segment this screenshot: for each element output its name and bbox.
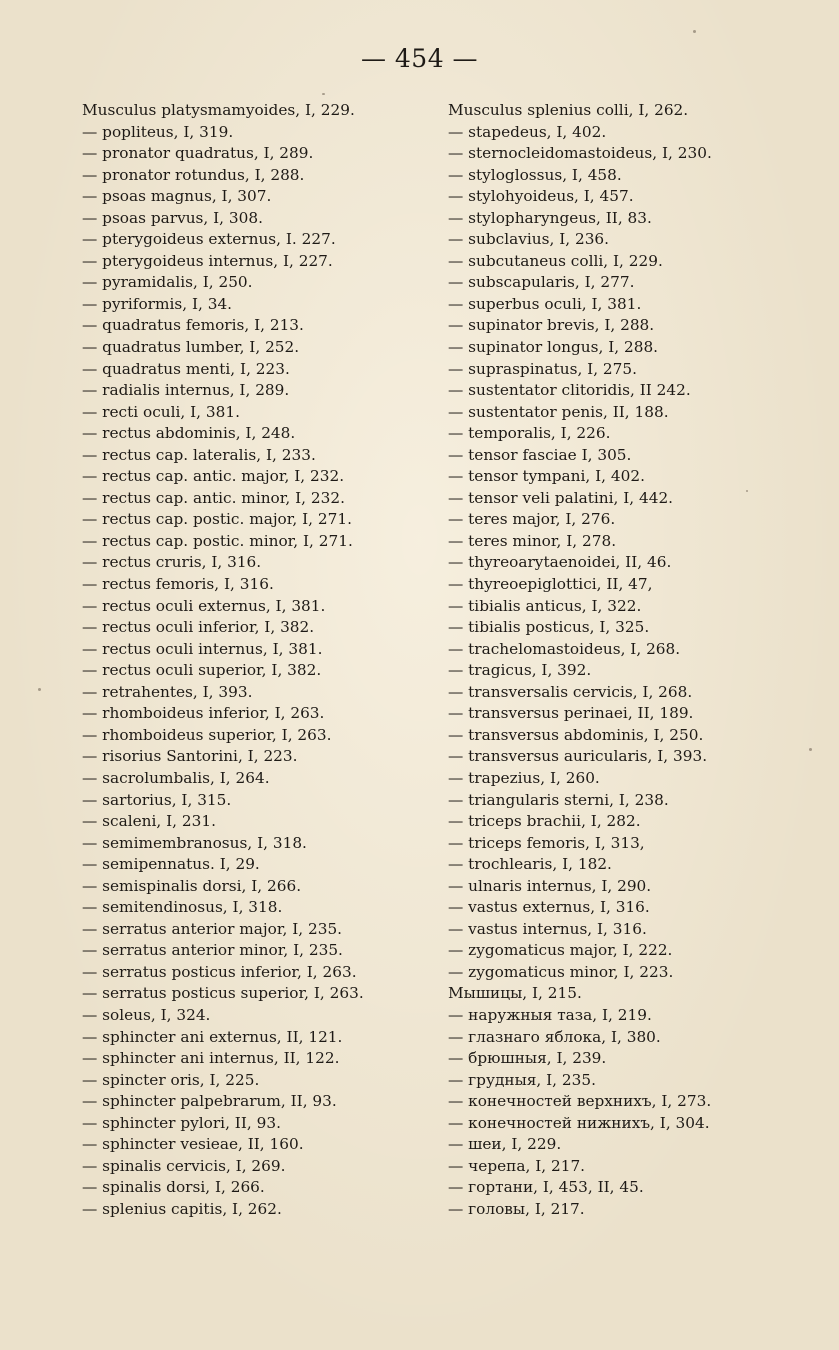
index-entry: — tensor veli palatini, I, 442. <box>448 488 674 507</box>
index-entry: — splenius capitis, I, 262. <box>82 1199 282 1218</box>
index-entry: — trapezius, I, 260. <box>448 768 600 787</box>
index-entry: — trachelomastoideus, I, 268. <box>448 639 681 658</box>
index-entry: — quadratus femoris, I, 213. <box>82 316 304 335</box>
index-entry: — rhomboideus inferior, I, 263. <box>82 704 325 723</box>
index-entry: — pterygoideus internus, I, 227. <box>82 251 333 270</box>
index-entry: — teres major, I, 276. <box>448 510 616 529</box>
index-entry: — transversus auricularis, I, 393. <box>448 747 708 766</box>
index-entry: — sphincter vesieae, II, 160. <box>82 1135 304 1154</box>
index-entry: — rectus femoris, I, 316. <box>82 575 274 594</box>
index-entry: — quadratus lumber, I, 252. <box>82 338 300 357</box>
index-entry: — serratus posticus superior, I, 263. <box>82 984 364 1003</box>
index-entry: — serratus posticus inferior, I, 263. <box>82 962 357 981</box>
index-entry: — thyreoepiglottici, II, 47, <box>448 575 653 594</box>
index-entry: — stapedeus, I, 402. <box>448 122 607 141</box>
paper-speck <box>693 30 696 33</box>
paper-speck <box>746 490 748 492</box>
index-entry: — triceps femoris, I, 313, <box>448 833 645 852</box>
index-entry: — tragicus, I, 392. <box>448 661 592 680</box>
paper-speck <box>38 688 41 691</box>
index-entry: — rectus cap. antic. minor, I, 232. <box>82 488 345 507</box>
index-entry: — наружныя таза, I, 219. <box>448 1005 652 1024</box>
index-entry: — гортани, I, 453, II, 45. <box>448 1178 644 1197</box>
index-entry: — шеи, I, 229. <box>448 1135 562 1154</box>
index-entry: — risorius Santorini, I, 223. <box>82 747 298 766</box>
index-entry: — popliteus, I, 319. <box>82 122 234 141</box>
index-entry: — rectus cap. postic. major, I, 271. <box>82 510 352 529</box>
index-entry: — supinator brevis, I, 288. <box>448 316 655 335</box>
page-number: — 454 — <box>360 44 479 73</box>
index-entry: — sternocleidomastoideus, I, 230. <box>448 144 712 163</box>
index-entry: — rectus cap. antic. major, I, 232. <box>82 467 345 486</box>
index-entry: — subscapularis, I, 277. <box>448 273 635 292</box>
index-entry: — semimembranosus, I, 318. <box>82 833 307 852</box>
index-entry: — quadratus menti, I, 223. <box>82 359 290 378</box>
index-entry: — spinalis cervicis, I, 269. <box>82 1156 286 1175</box>
index-entry: — sphincter palpebrarum, II, 93. <box>82 1092 337 1111</box>
index-entry: — vastus internus, I, 316. <box>448 919 647 938</box>
index-entry: — spincter oris, I, 225. <box>82 1070 260 1089</box>
index-entry: — sphincter ani externus, II, 121. <box>82 1027 343 1046</box>
index-entry: — rectus oculi inferior, I, 382. <box>82 618 315 637</box>
index-entry: Мышицы, I, 215. <box>448 984 582 1003</box>
index-entry: — stylopharyngeus, II, 83. <box>448 208 652 227</box>
index-entry: — tibialis posticus, I, 325. <box>448 618 650 637</box>
index-entry: — ulnaris internus, I, 290. <box>448 876 652 895</box>
index-entry: — tensor tympani, I, 402. <box>448 467 645 486</box>
index-entry: — sacrolumbalis, I, 264. <box>82 768 270 787</box>
index-entry: — sustentator penis, II, 188. <box>448 402 669 421</box>
index-entry: — rectus cruris, I, 316. <box>82 553 262 572</box>
index-entry: — retrahentes, I, 393. <box>82 682 253 701</box>
index-entry: — tensor fasciae I, 305. <box>448 445 632 464</box>
index-entry: — radialis internus, I, 289. <box>82 381 290 400</box>
index-entry: — pronator rotundus, I, 288. <box>82 165 305 184</box>
index-entry: — styloglossus, I, 458. <box>448 165 622 184</box>
index-entry: — semispinalis dorsi, I, 266. <box>82 876 302 895</box>
index-entry: — конечностей нижнихъ, I, 304. <box>448 1113 710 1132</box>
index-entry: — temporalis, I, 226. <box>448 424 611 443</box>
index-entry: — semitendinosus, I, 318. <box>82 898 283 917</box>
index-entry: — конечностей верхнихъ, I, 273. <box>448 1092 712 1111</box>
index-entry: — recti oculi, I, 381. <box>82 402 240 421</box>
index-entry: — stylohyoideus, I, 457. <box>448 187 634 206</box>
index-entry: — sartorius, I, 315. <box>82 790 232 809</box>
index-entry: — sustentator clitoridis, II 242. <box>448 381 691 400</box>
index-entry: — vastus externus, I, 316. <box>448 898 650 917</box>
paper-speck <box>809 748 812 751</box>
index-entry: — sphincter ani internus, II, 122. <box>82 1049 340 1068</box>
index-entry: — subclavius, I, 236. <box>448 230 610 249</box>
index-entry: — subcutaneus colli, I, 229. <box>448 251 663 270</box>
index-entry: — черепа, I, 217. <box>448 1156 586 1175</box>
index-entry: — serratus anterior minor, I, 235. <box>82 941 343 960</box>
index-entry: — supinator longus, I, 288. <box>448 338 659 357</box>
index-entry: — tibialis anticus, I, 322. <box>448 596 642 615</box>
index-entry: — scaleni, I, 231. <box>82 812 216 831</box>
index-entry: — zygomaticus major, I, 222. <box>448 941 673 960</box>
paper-speck <box>322 93 325 95</box>
index-entry: — rectus oculi superior, I, 382. <box>82 661 322 680</box>
index-entry: — superbus oculi, I, 381. <box>448 294 642 313</box>
index-entry: — pyramidalis, I, 250. <box>82 273 253 292</box>
index-entry: Musculus platysmamyoides, I, 229. <box>82 101 355 119</box>
index-entry: — thyreoarytaenoidei, II, 46. <box>448 553 672 572</box>
index-column-left <box>82 100 442 1220</box>
index-entry: — брюшныя, I, 239. <box>448 1049 607 1068</box>
index-entry: — transversus perinaei, II, 189. <box>448 704 694 723</box>
index-entry: — teres minor, I, 278. <box>448 531 617 550</box>
index-entry: — rectus abdominis, I, 248. <box>82 424 296 443</box>
index-entry: — transversalis cervicis, I, 268. <box>448 682 693 701</box>
index-entry: — supraspinatus, I, 275. <box>448 359 637 378</box>
index-entry: — pyriformis, I, 34. <box>82 294 233 313</box>
index-entry: — rectus oculi internus, I, 381. <box>82 639 323 658</box>
index-entry: — rectus cap. lateralis, I, 233. <box>82 445 316 464</box>
index-entry: — глазнаго яблока, I, 380. <box>448 1027 661 1046</box>
index-entry: — rhomboideus superior, I, 263. <box>82 725 332 744</box>
index-entry: — psoas magnus, I, 307. <box>82 187 272 206</box>
index-entry: — sphincter pylori, II, 93. <box>82 1113 281 1132</box>
index-entry: — pterygoideus externus, I. 227. <box>82 230 336 249</box>
index-entry: — rectus oculi externus, I, 381. <box>82 596 326 615</box>
index-entry: — soleus, I, 324. <box>82 1005 211 1024</box>
index-entry: — головы, I, 217. <box>448 1199 585 1218</box>
index-entry: — serratus anterior major, I, 235. <box>82 919 343 938</box>
index-entry: — грудныя, I, 235. <box>448 1070 596 1089</box>
index-entry: — trochlearis, I, 182. <box>448 855 612 874</box>
index-entry: — semipennatus. I, 29. <box>82 855 260 874</box>
index-entry: — psoas parvus, I, 308. <box>82 208 263 227</box>
index-entry: — transversus abdominis, I, 250. <box>448 725 704 744</box>
index-entry: — zygomaticus minor, I, 223. <box>448 962 674 981</box>
index-column-right <box>448 100 833 1220</box>
index-entry: — triangularis sterni, I, 238. <box>448 790 669 809</box>
index-entry: — spinalis dorsi, I, 266. <box>82 1178 265 1197</box>
index-entry: — rectus cap. postic. minor, I, 271. <box>82 531 353 550</box>
index-entry: — triceps brachii, I, 282. <box>448 812 641 831</box>
index-entry: — pronator quadratus, I, 289. <box>82 144 314 163</box>
index-entry: Musculus splenius colli, I, 262. <box>448 101 689 119</box>
